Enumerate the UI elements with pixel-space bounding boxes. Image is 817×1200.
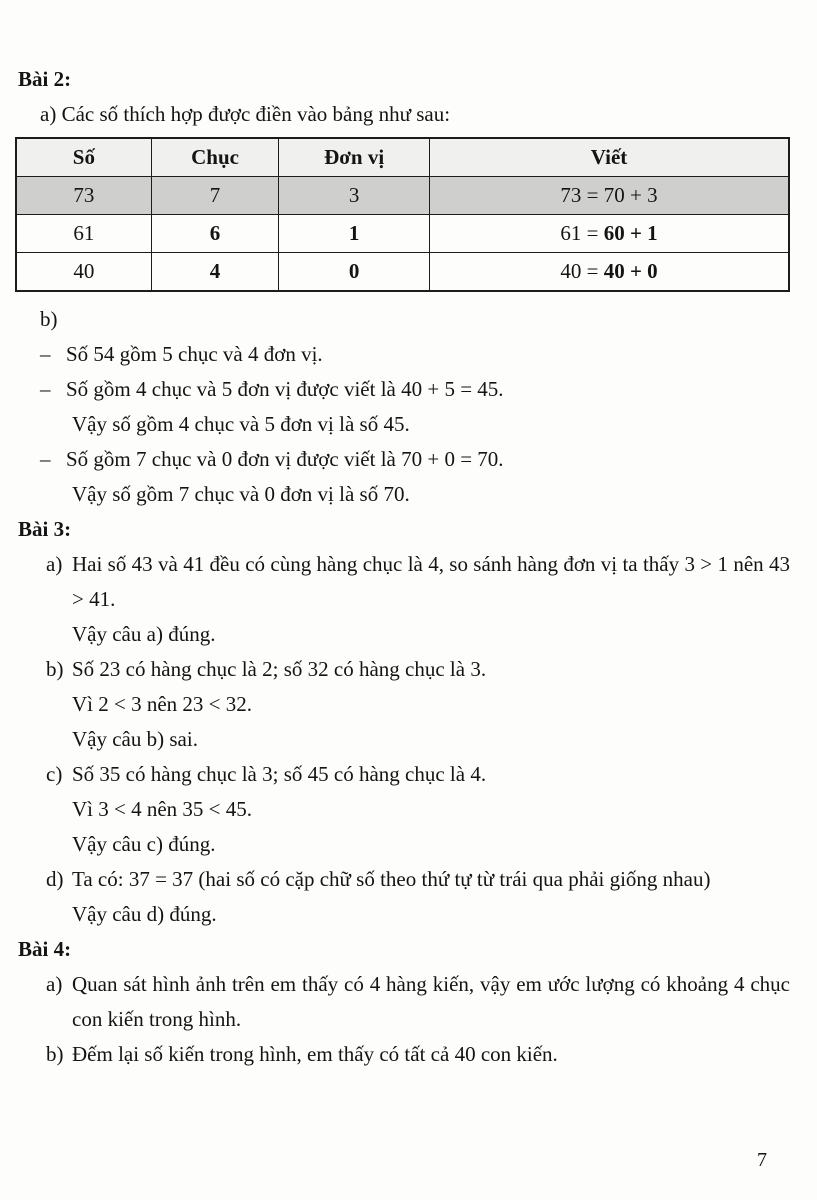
exercise-4-item-b [15, 1037, 790, 1072]
cell-chuc: 6 [151, 215, 279, 253]
item-text: Số 23 có hàng chục là 2; số 32 có hàng chục là 3. [72, 657, 487, 681]
list-item [15, 407, 790, 442]
viet-answer: 40 + 0 [603, 259, 658, 283]
item-label: a) [46, 972, 63, 996]
dash-marker [40, 477, 66, 512]
column-header-viet: Viết [430, 138, 789, 177]
cell-donvi: 0 [279, 253, 430, 292]
item-text: Đếm lại số kiến trong hình, em thấy có tất cả 40 con kiến. [72, 1042, 558, 1066]
exercise-3-item-c [15, 757, 790, 862]
answers-table [15, 137, 790, 292]
item-text: Vì 3 < 4 nên 35 < 45. [72, 797, 253, 821]
exercise-3-item-d [15, 862, 790, 932]
item-text: Quan sát hình ảnh trên em thấy có 4 hàng kiến, vậy em ước lượng có khoảng 4 chục con kiến trong hình. [72, 972, 790, 1031]
item-label: c) [46, 762, 63, 786]
item-label: a) [46, 552, 63, 576]
cell-viet [430, 177, 789, 215]
column-header-donvi: Đơn vị [279, 138, 430, 177]
cell-donvi: 3 [279, 177, 430, 215]
column-header-chuc: Chục [151, 138, 279, 177]
viet-expression: 73 = 70 + 3 [560, 183, 658, 207]
exercise-2-part-a-intro: a) Các số thích hợp được điền vào bảng như sau: [40, 102, 451, 126]
item-text: Vì 2 < 3 nên 23 < 32. [72, 692, 253, 716]
dash-marker [40, 407, 66, 442]
list-item [15, 337, 790, 372]
item-conclusion: Vậy câu a) đúng. [72, 622, 216, 646]
list-item [15, 442, 790, 477]
cell-viet [430, 215, 789, 253]
item-text: Hai số 43 và 41 đều có cùng hàng chục là 4, so sánh hàng đơn vị ta thấy 3 > 1 nên 43 > 41. [72, 552, 790, 611]
cell-donvi: 1 [279, 215, 430, 253]
cell-chuc: 4 [151, 253, 279, 292]
exercise-3-heading: Bài 3: [18, 517, 72, 541]
item-conclusion: Vậy câu b) sai. [72, 727, 198, 751]
exercise-3-item-a [15, 547, 790, 652]
viet-expression: 40 = [560, 259, 604, 283]
list-item-text: Số 54 gồm 5 chục và 4 đơn vị. [66, 342, 323, 366]
item-conclusion: Vậy câu c) đúng. [72, 832, 216, 856]
list-item-text: Số gồm 7 chục và 0 đơn vị được viết là 70 + 0 = 70. [66, 447, 504, 471]
list-item-text: Số gồm 4 chục và 5 đơn vị được viết là 40 + 5 = 45. [66, 377, 504, 401]
cell-so: 61 [16, 215, 151, 253]
list-item [15, 372, 790, 407]
item-label: b) [46, 1042, 64, 1066]
item-text: Số 35 có hàng chục là 3; số 45 có hàng chục là 4. [72, 762, 487, 786]
page-number: 7 [757, 1149, 767, 1171]
table-row [16, 177, 789, 215]
item-conclusion: Vậy câu d) đúng. [72, 902, 217, 926]
exercise-3-item-b [15, 652, 790, 757]
item-text: Ta có: 37 = 37 (hai số có cặp chữ số theo thứ tự từ trái qua phải giống nhau) [72, 867, 711, 891]
viet-answer: 60 + 1 [603, 221, 658, 245]
cell-viet [430, 253, 789, 292]
exercise-4-heading: Bài 4: [18, 937, 72, 961]
table-row [16, 253, 789, 292]
cell-chuc: 7 [151, 177, 279, 215]
list-item-text: Vậy số gồm 7 chục và 0 đơn vị là số 70. [72, 482, 410, 506]
cell-so: 40 [16, 253, 151, 292]
item-label: d) [46, 867, 64, 891]
viet-expression: 61 = [560, 221, 604, 245]
dash-marker: – [40, 377, 51, 401]
exercise-2-heading: Bài 2: [18, 67, 72, 91]
dash-marker: – [40, 342, 51, 366]
exercise-4-item-a [15, 967, 790, 1037]
column-header-so: Số [16, 138, 151, 177]
list-item [15, 477, 790, 512]
item-label: b) [46, 657, 64, 681]
exercise-2-part-b-label: b) [40, 307, 58, 331]
table-header-row [16, 138, 789, 177]
list-item-text: Vậy số gồm 4 chục và 5 đơn vị là số 45. [72, 412, 410, 436]
dash-marker: – [40, 447, 51, 471]
cell-so: 73 [16, 177, 151, 215]
table-row [16, 215, 789, 253]
